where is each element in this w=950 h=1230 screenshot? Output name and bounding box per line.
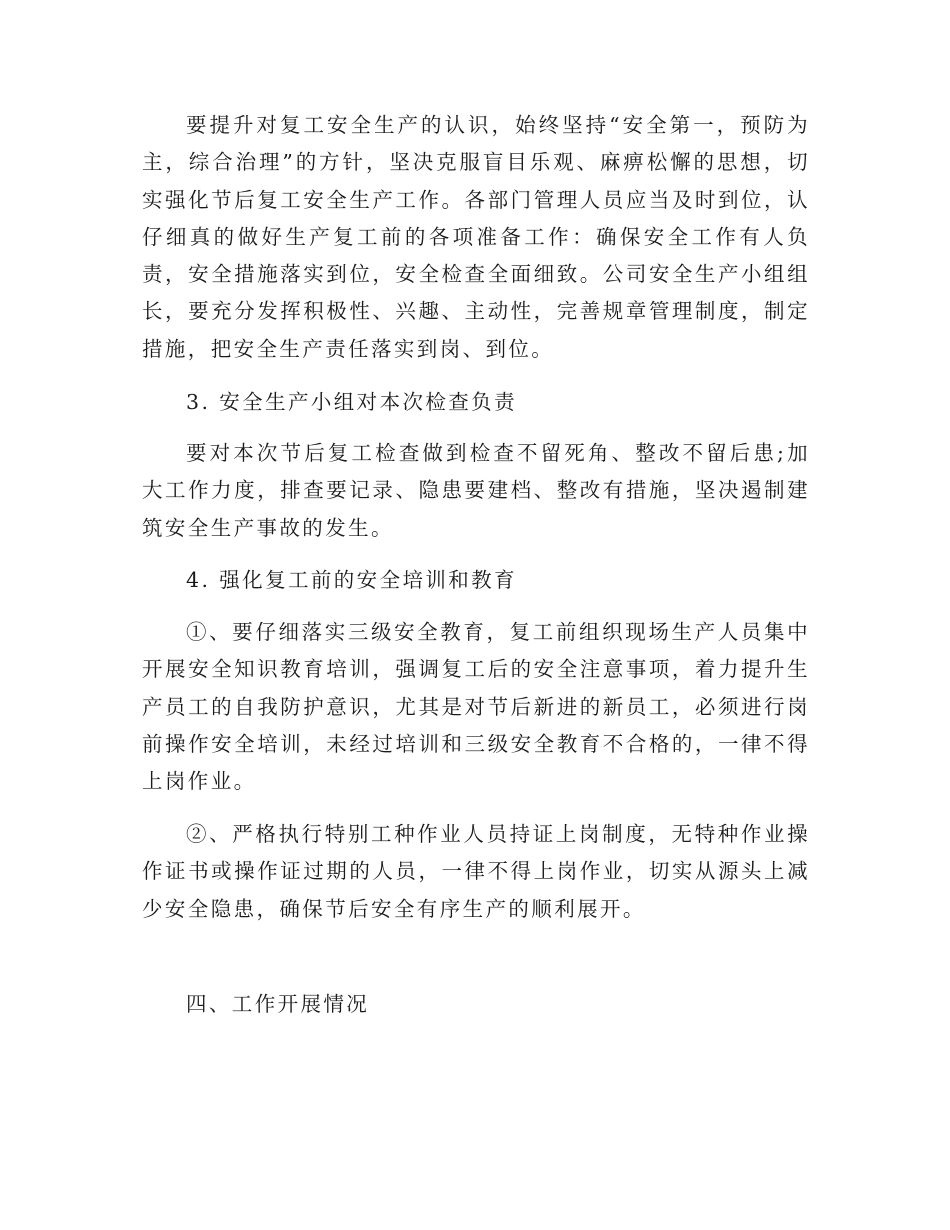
- heading-section-4: 四、工作开展情况: [186, 992, 370, 1016]
- paragraph-training-2: ②、严格执行特别工种作业人员持证上岗制度，无特种作业操作证书或操作证过期的人员，一律不得上岗作业，切实从源头上减少安全隐患，确保节后安全有序生产的顺利展开。: [142, 822, 810, 921]
- paragraph-training-1: ①、要仔细落实三级安全教育，复工前组织现场生产人员集中开展安全知识教育培训，强调复工后的安全注意事项，着力提升生产员工的自我防护意识，尤其是对节后新进的新员工，必须进行岗前操作安全培训，未经过培训和三级安全教育不合格的，一律不得上岗作业。: [142, 620, 810, 794]
- paragraph-safety-awareness: 要提升对复工安全生产的认识，始终坚持“安全第一，预防为主，综合治理”的方针，坚决克服盲目乐观、麻痹松懈的思想，切实强化节后复工安全生产工作。各部门管理人员应当及时到位，认仔细真的做好生产复工前的各项准备工作：确保安全工作有人负责，安全措施落实到位，安全检查全面细致。公司安全生产小组组长，要充分发挥积极性、兴趣、主动性，完善规章管理制度，制定措施，把安全生产责任落实到岗、到位。: [142, 113, 810, 361]
- heading-item-4: 4. 强化复工前的安全培训和教育: [186, 568, 517, 592]
- paragraph-inspection: 要对本次节后复工检查做到检查不留死角、整改不留后患;加大工作力度，排查要记录、隐患要建档、整改有措施，坚决遏制建筑安全生产事故的发生。: [142, 441, 810, 540]
- heading-item-3: 3. 安全生产小组对本次检查负责: [186, 390, 517, 414]
